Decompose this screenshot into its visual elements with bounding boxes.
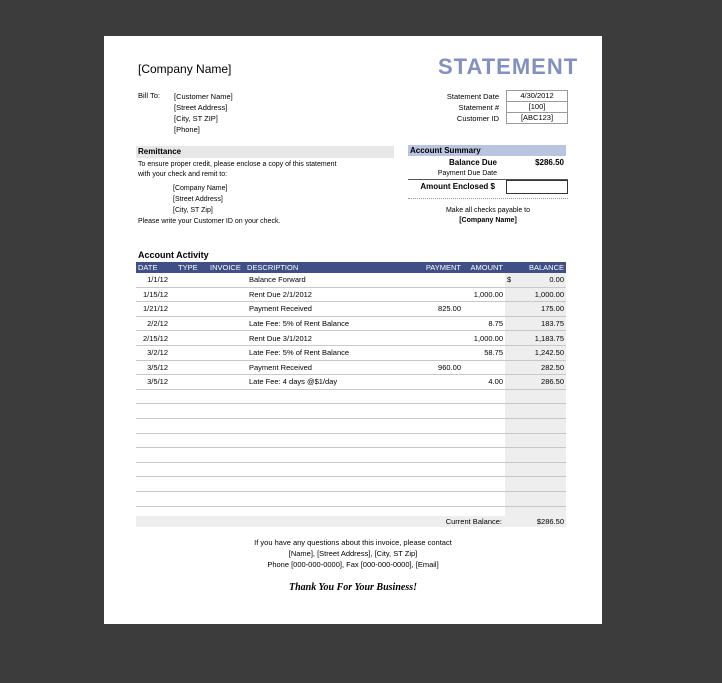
row-payment — [413, 433, 463, 448]
col-payment: PAYMENT — [413, 262, 463, 273]
row-description — [245, 404, 413, 419]
row-invoice — [208, 462, 245, 477]
row-invoice — [208, 302, 245, 317]
col-type: TYPE — [176, 262, 208, 273]
company-name: [Company Name] — [138, 62, 232, 76]
row-description — [245, 433, 413, 448]
row-date: 1/1/12 — [136, 273, 176, 287]
payment-due-label: Payment Due Date — [437, 170, 497, 177]
statement-date-label: Statement Date — [446, 92, 499, 101]
row-payment — [413, 404, 463, 419]
row-amount — [463, 462, 505, 477]
row-type — [176, 418, 208, 433]
row-invoice — [208, 404, 245, 419]
row-amount — [463, 418, 505, 433]
row-payment — [413, 375, 463, 390]
row-invoice — [208, 345, 245, 360]
row-date — [136, 433, 176, 448]
col-date: DATE — [136, 262, 176, 273]
table-row — [136, 360, 566, 375]
row-balance — [505, 462, 566, 477]
row-amount — [463, 477, 505, 492]
row-type — [176, 491, 208, 506]
row-payment — [413, 491, 463, 506]
row-type — [176, 389, 208, 404]
row-payment — [413, 316, 463, 331]
table-row — [136, 345, 566, 360]
row-amount: 4.00 — [463, 375, 505, 390]
row-date: 3/2/12 — [136, 345, 176, 360]
row-date: 1/21/12 — [136, 302, 176, 317]
activity-header-row — [136, 262, 566, 273]
table-row — [136, 287, 566, 302]
row-balance: 286.50 — [505, 375, 566, 390]
row-date — [136, 491, 176, 506]
row-balance: 1,000.00 — [505, 287, 566, 302]
row-amount: 58.75 — [463, 345, 505, 360]
row-description: Rent Due 3/1/2012 — [245, 331, 413, 346]
row-payment — [413, 287, 463, 302]
row-amount — [463, 389, 505, 404]
empty-table-row — [136, 462, 566, 477]
row-payment — [413, 345, 463, 360]
row-type — [176, 404, 208, 419]
statement-number-value: [100] — [506, 101, 568, 113]
row-description: Late Fee: 4 days @$1/day — [245, 375, 413, 390]
row-invoice — [208, 316, 245, 331]
row-amount — [463, 491, 505, 506]
remittance-text: To ensure proper credit, please enclose a copy of this statement — [138, 161, 337, 168]
footer-contact-line: If you have any questions about this invoice, please contact — [254, 538, 452, 547]
remittance-text: with your check and remit to: — [138, 171, 228, 178]
row-description: Payment Received — [245, 302, 413, 317]
row-type — [176, 302, 208, 317]
row-date: 3/5/12 — [136, 360, 176, 375]
row-payment — [413, 273, 463, 287]
row-payment: 960.00 — [413, 360, 463, 375]
row-date: 1/15/12 — [136, 287, 176, 302]
row-amount — [463, 404, 505, 419]
row-type — [176, 375, 208, 390]
row-date — [136, 448, 176, 463]
row-description — [245, 491, 413, 506]
row-amount — [463, 448, 505, 463]
row-balance: 175.00 — [505, 302, 566, 317]
row-balance — [505, 491, 566, 506]
footer-address-line: [Name], [Street Address], [City, ST Zip] — [288, 549, 418, 558]
row-date: 3/5/12 — [136, 375, 176, 390]
col-balance: BALANCE — [505, 262, 566, 273]
row-date — [136, 418, 176, 433]
row-description — [245, 418, 413, 433]
row-type — [176, 433, 208, 448]
row-amount — [463, 302, 505, 317]
row-payment — [413, 448, 463, 463]
row-balance: 183.75 — [505, 316, 566, 331]
empty-table-row — [136, 448, 566, 463]
empty-table-row — [136, 491, 566, 506]
row-invoice — [208, 287, 245, 302]
bill-to-address — [174, 91, 233, 135]
row-payment — [413, 389, 463, 404]
row-invoice — [208, 360, 245, 375]
empty-table-row — [136, 418, 566, 433]
table-row — [136, 331, 566, 346]
row-description: Late Fee: 5% of Rent Balance — [245, 345, 413, 360]
thank-you-message: Thank You For Your Business! — [288, 582, 418, 593]
row-balance — [505, 477, 566, 492]
activity-table — [136, 262, 566, 521]
row-balance — [505, 404, 566, 419]
statement-number-label: Statement # — [458, 103, 499, 112]
row-payment: 825.00 — [413, 302, 463, 317]
bill-to-label: Bill To: — [138, 91, 160, 100]
statement-page — [104, 36, 602, 624]
statement-date-value: 4/30/2012 — [506, 90, 568, 102]
table-row — [136, 302, 566, 317]
row-balance — [505, 433, 566, 448]
row-balance — [505, 273, 566, 287]
row-invoice — [208, 491, 245, 506]
row-balance: 1,183.75 — [505, 331, 566, 346]
current-balance-value: $286.50 — [536, 517, 564, 526]
row-type — [176, 273, 208, 287]
row-type — [176, 287, 208, 302]
row-invoice — [208, 418, 245, 433]
row-description: Late Fee: 5% of Rent Balance — [245, 316, 413, 331]
balance-due-value: $286.50 — [535, 158, 564, 167]
row-description: Rent Due 2/1/2012 — [245, 287, 413, 302]
dollar-sign: $ — [507, 275, 512, 285]
row-type — [176, 360, 208, 375]
row-type — [176, 316, 208, 331]
remit-address-line: [Street Address] — [173, 196, 223, 203]
current-balance-label: Current Balance: — [445, 517, 502, 526]
row-description — [245, 462, 413, 477]
amount-enclosed-input[interactable] — [506, 180, 568, 194]
payable-text: Make all checks payable to — [445, 207, 531, 214]
row-invoice — [208, 273, 245, 287]
row-amount: 8.75 — [463, 316, 505, 331]
current-balance-bar — [136, 516, 566, 527]
row-payment — [413, 331, 463, 346]
row-date: 2/15/12 — [136, 331, 176, 346]
row-date — [136, 477, 176, 492]
row-type — [176, 477, 208, 492]
remittance-note: Please write your Customer ID on your check. — [138, 218, 281, 225]
row-balance: 282.50 — [505, 360, 566, 375]
row-amount — [463, 360, 505, 375]
row-amount: 1,000.00 — [463, 331, 505, 346]
empty-table-row — [136, 477, 566, 492]
row-description — [245, 389, 413, 404]
row-balance — [505, 418, 566, 433]
row-payment — [413, 418, 463, 433]
empty-table-row — [136, 389, 566, 404]
row-invoice — [208, 433, 245, 448]
remit-address-line: [Company Name] — [173, 185, 228, 192]
table-row — [136, 375, 566, 390]
row-balance — [505, 389, 566, 404]
customer-id-label: Customer ID — [456, 114, 499, 123]
row-description — [245, 477, 413, 492]
balance-due-label: Balance Due — [448, 158, 497, 167]
row-payment — [413, 462, 463, 477]
row-description — [245, 448, 413, 463]
bill-to-line: [City, ST ZIP] — [174, 114, 218, 123]
row-type — [176, 462, 208, 477]
row-invoice — [208, 375, 245, 390]
table-row — [136, 316, 566, 331]
account-summary-heading: Account Summary — [408, 145, 566, 156]
remittance-heading: Remittance — [136, 146, 394, 158]
amount-enclosed-label: Amount Enclosed $ — [420, 182, 495, 191]
row-invoice — [208, 448, 245, 463]
row-amount — [463, 273, 505, 287]
col-invoice: INVOICE — [208, 262, 245, 273]
summary-divider — [408, 198, 568, 199]
bill-to-line: [Phone] — [174, 125, 200, 134]
statement-title: STATEMENT — [438, 54, 579, 79]
col-amount: AMOUNT — [463, 262, 505, 273]
bill-to-line: [Customer Name] — [174, 92, 233, 101]
row-invoice — [208, 389, 245, 404]
row-balance: 1,242.50 — [505, 345, 566, 360]
row-date — [136, 462, 176, 477]
balance-value: 0.00 — [549, 275, 564, 285]
empty-table-row — [136, 404, 566, 419]
footer-phone-line: Phone [000-000-0000], Fax [000-000-0000], [Email] — [267, 560, 439, 569]
table-row — [136, 273, 566, 287]
row-invoice — [208, 477, 245, 492]
row-type — [176, 448, 208, 463]
bill-to-line: [Street Address] — [174, 103, 228, 112]
col-description: DESCRIPTION — [245, 262, 413, 273]
account-activity-title: Account Activity — [138, 250, 209, 260]
row-description: Balance Forward — [245, 273, 413, 287]
customer-id-value: [ABC123] — [506, 112, 568, 124]
row-amount — [463, 433, 505, 448]
payable-company: [Company Name] — [459, 217, 517, 224]
row-amount: 1,000.00 — [463, 287, 505, 302]
row-type — [176, 331, 208, 346]
row-payment — [413, 477, 463, 492]
row-type — [176, 345, 208, 360]
row-date — [136, 404, 176, 419]
row-date: 2/2/12 — [136, 316, 176, 331]
row-balance — [505, 448, 566, 463]
row-invoice — [208, 331, 245, 346]
row-date — [136, 389, 176, 404]
remit-address-line: [City, ST Zip] — [173, 207, 213, 214]
row-description: Payment Received — [245, 360, 413, 375]
empty-table-row — [136, 433, 566, 448]
